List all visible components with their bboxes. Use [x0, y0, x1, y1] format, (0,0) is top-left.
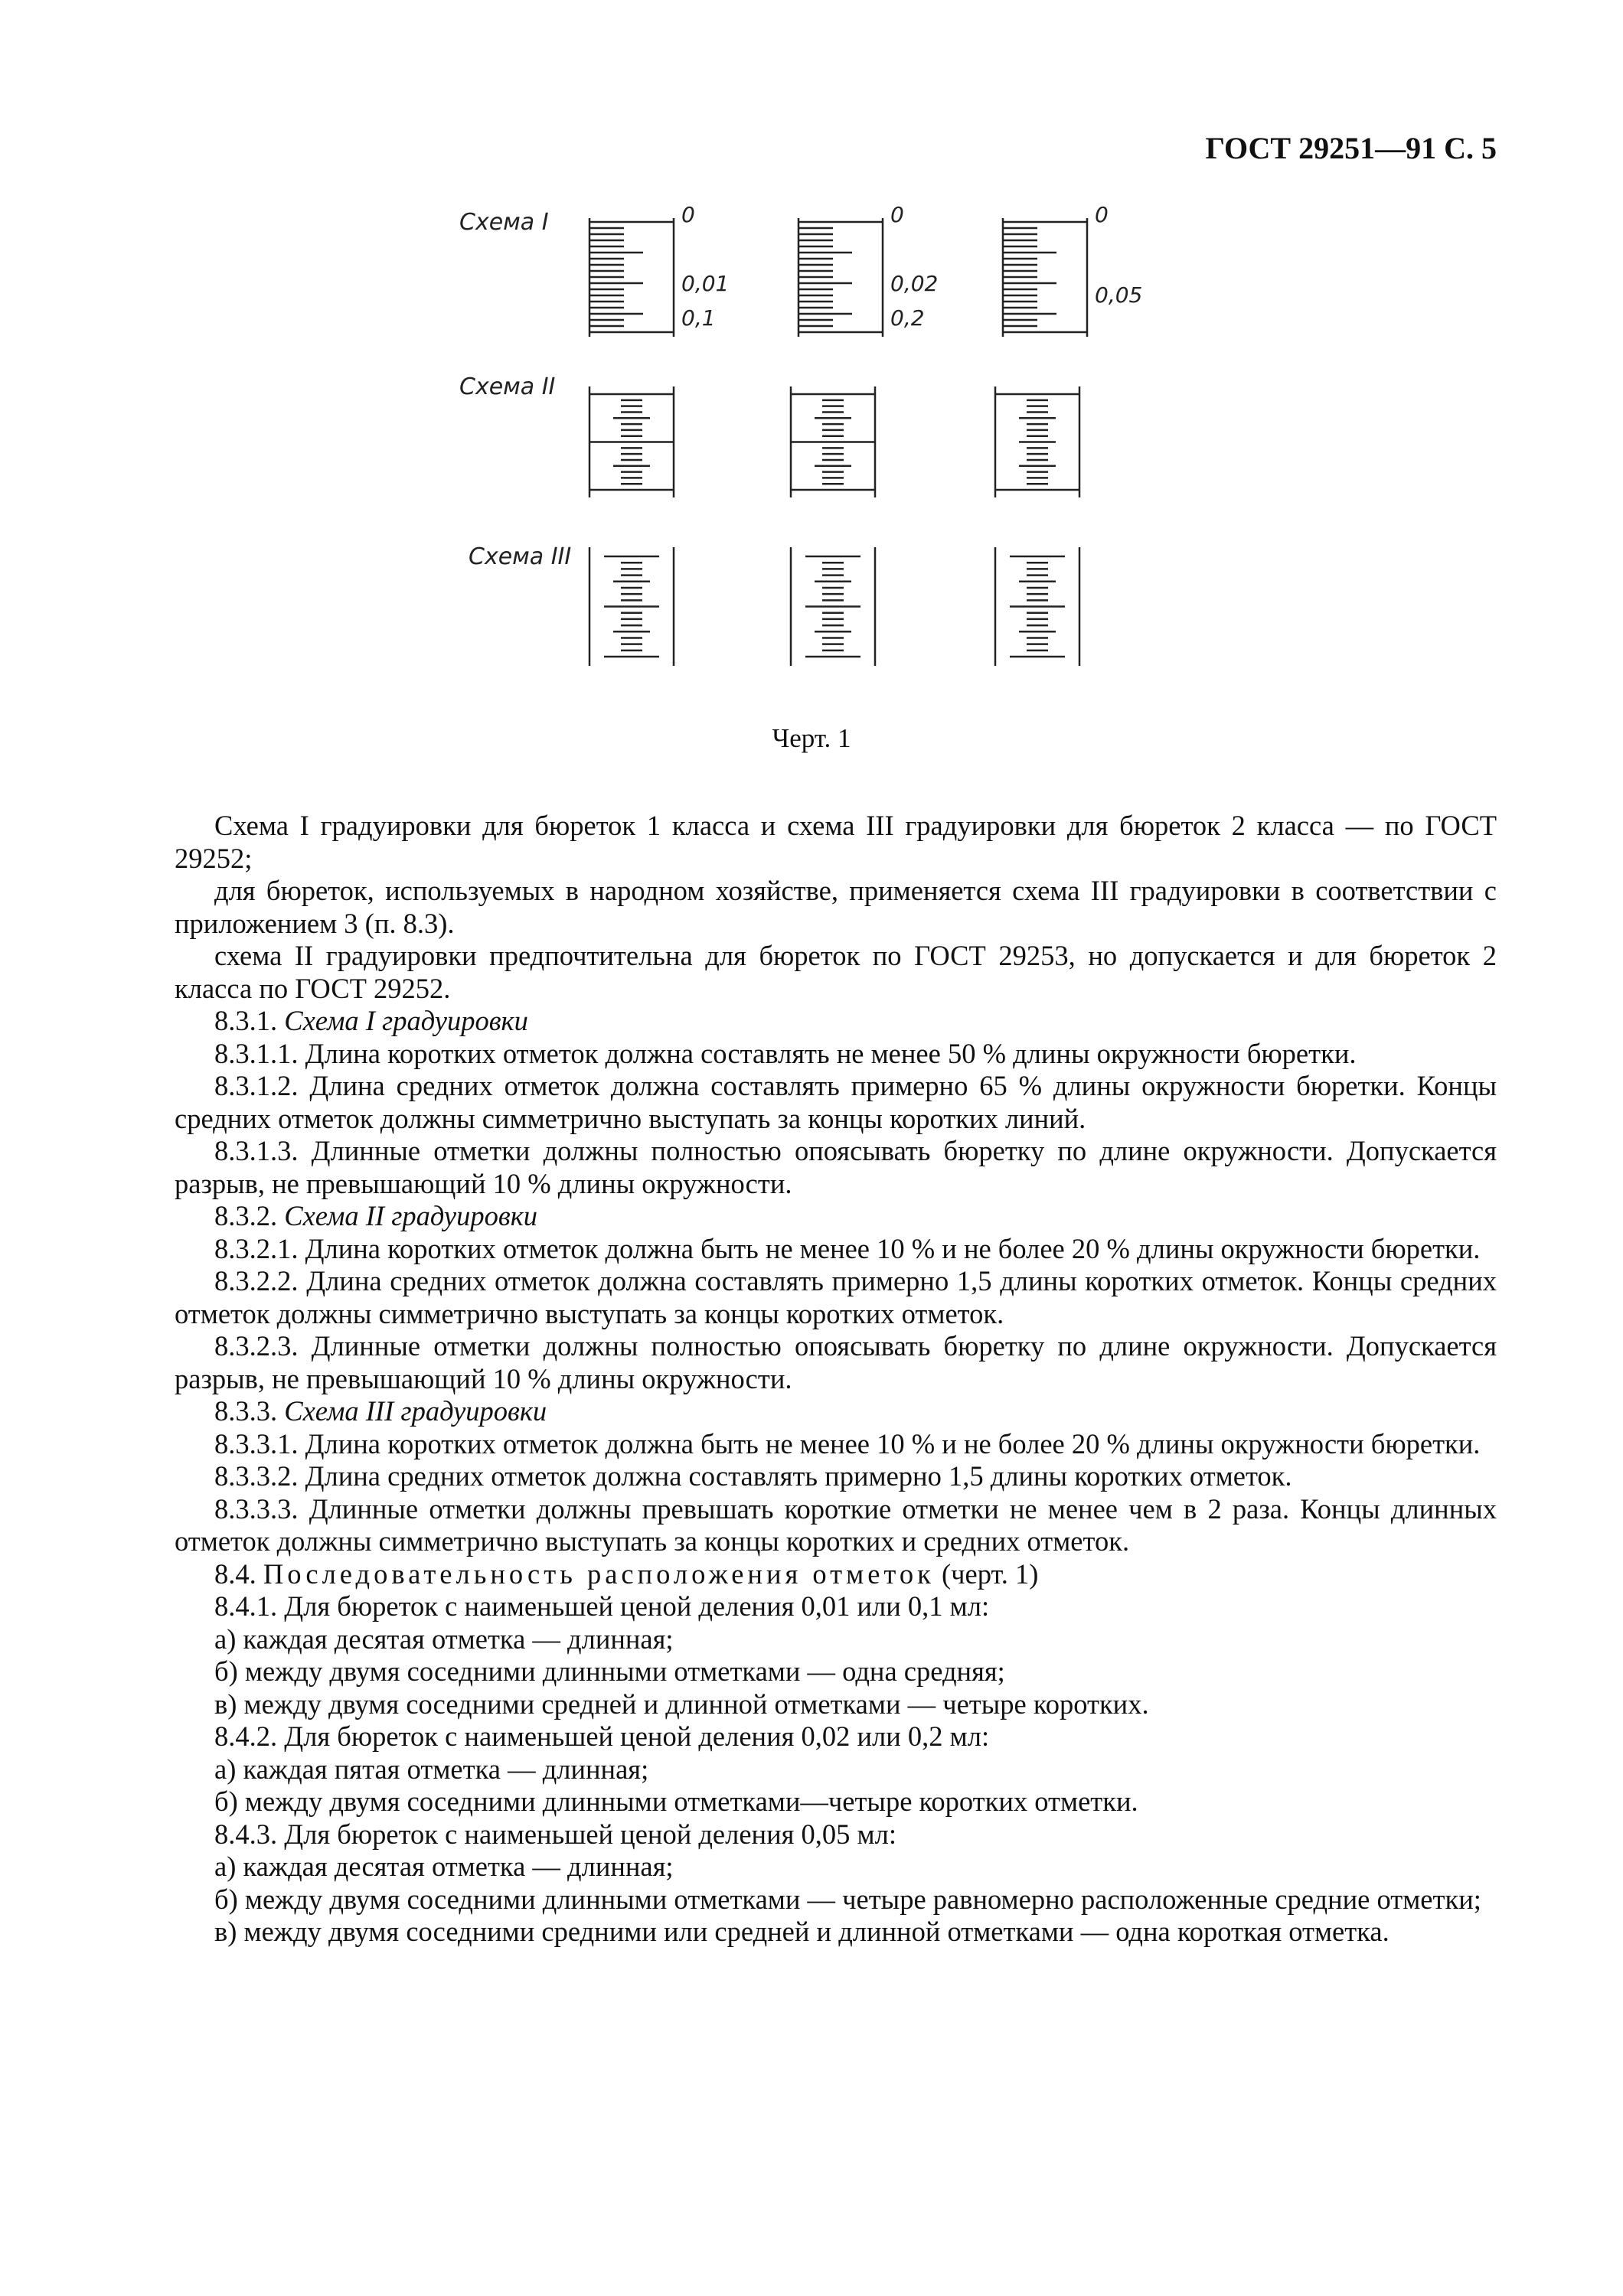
body-text [175, 810, 1497, 1949]
paragraph-23-part-0: 8.4.3. Для бюреток с наименьшей ценой деления 0,05 мл: [214, 1818, 896, 1850]
scheme-1-tube-0-label-2: 0,1 [681, 305, 716, 331]
paragraph-19 [175, 1688, 1497, 1721]
paragraph-18-part-0: б) между двумя соседними длинными отметками — одна средняя; [214, 1655, 1005, 1687]
paragraph-1-part-0: для бюреток, используемых в народном хозяйстве, применяется схема III градуировки в соответствии с приложением 3 (п. 8.3). [175, 875, 1497, 939]
graduation-schemes-figure [429, 191, 1194, 696]
paragraph-1 [175, 875, 1497, 940]
paragraph-10-part-0: 8.3.2.3. Длинные отметки должны полностью опоясывать бюретку по длине окружности. Допускается разрыв, не превышающий 10 % длины окружности. [175, 1330, 1497, 1394]
paragraph-15 [175, 1558, 1497, 1591]
scheme-1-tube-1-label-1: 0,02 [890, 271, 939, 296]
scheme-1-tube-2-label-0: 0 [1095, 202, 1109, 227]
paragraph-15-part-1: Последовательность расположения отметок [263, 1557, 935, 1590]
paragraph-15-part-2: (черт. 1) [934, 1557, 1039, 1590]
paragraph-17-part-0: а) каждая десятая отметка — длинная; [214, 1623, 674, 1655]
paragraph-10 [175, 1330, 1497, 1395]
paragraph-7-part-1: Схема II градуировки [284, 1200, 538, 1231]
paragraph-8-part-0: 8.3.2.1. Длина коротких отметок должна быть не менее 10 % и не более 20 % длины окружности бюретки. [214, 1232, 1481, 1264]
paragraph-13-part-0: 8.3.3.2. Длина средних отметок должна составлять примерно 1,5 длины коротких отметок. [214, 1460, 1292, 1492]
paragraph-11-part-0: 8.3.3. [214, 1395, 285, 1427]
scheme-1-tube-0-label-1: 0,01 [681, 271, 730, 296]
paragraph-26 [175, 1916, 1497, 1949]
paragraph-4 [175, 1038, 1497, 1071]
paragraph-2 [175, 940, 1497, 1005]
paragraph-13 [175, 1460, 1497, 1493]
figure-caption: Черт. 1 [772, 723, 851, 753]
paragraph-19-part-0: в) между двумя соседними средней и длинной отметками — четыре коротких. [214, 1688, 1149, 1720]
paragraph-2-part-0: схема II градуировки предпочтительна для бюреток по ГОСТ 29253, но допускается и для бюреток 2 класса по ГОСТ 29252. [175, 940, 1497, 1004]
paragraph-24-part-0: а) каждая десятая отметка — длинная; [214, 1851, 674, 1882]
paragraph-17 [175, 1623, 1497, 1656]
paragraph-22-part-0: б) между двумя соседними длинными отметками—четыре коротких отметки. [214, 1786, 1138, 1817]
paragraph-11 [175, 1395, 1497, 1428]
paragraph-5 [175, 1070, 1497, 1135]
paragraph-22 [175, 1786, 1497, 1818]
paragraph-24 [175, 1851, 1497, 1883]
paragraph-6 [175, 1135, 1497, 1200]
scheme-1-tube-1-label-0: 0 [890, 202, 904, 227]
paragraph-9 [175, 1265, 1497, 1330]
paragraph-23 [175, 1818, 1497, 1851]
paragraph-14 [175, 1493, 1497, 1558]
paragraph-3-part-1: Схема I градуировки [284, 1005, 528, 1036]
paragraph-3 [175, 1005, 1497, 1038]
scheme-2-label: Схема II [459, 373, 556, 400]
paragraph-4-part-0: 8.3.1.1. Длина коротких отметок должна составлять не менее 50 % длины окружности бюретки. [214, 1037, 1357, 1069]
paragraph-12 [175, 1428, 1497, 1461]
graduation-schemes-drawing [429, 191, 1194, 696]
paragraph-16-part-0: 8.4.1. Для бюреток с наименьшей ценой деления 0,01 или 0,1 мл: [214, 1590, 990, 1622]
paragraph-14-part-0: 8.3.3.3. Длинные отметки должны превышать короткие отметки не менее чем в 2 раза. Концы длинных отметок должны симметрично выступать за концы коротких и средних отметок. [175, 1492, 1497, 1557]
paragraph-7-part-0: 8.3.2. [214, 1200, 285, 1231]
scheme-1-tube-0-label-0: 0 [681, 202, 695, 227]
paragraph-3-part-0: 8.3.1. [214, 1005, 285, 1036]
document-header: ГОСТ 29251—91 С. 5 [1205, 131, 1497, 165]
paragraph-5-part-0: 8.3.1.2. Длина средних отметок должна составлять примерно 65 % длины окружности бюретки. Концы средних отметок должны симметрично выступать за концы коротких линий. [175, 1070, 1497, 1134]
scheme-3-label: Схема III [469, 543, 572, 570]
paragraph-25-part-0: б) между двумя соседними длинными отметками — четыре равномерно расположенные средние отметки; [214, 1883, 1481, 1915]
paragraph-0-part-0: Схема I градуировки для бюреток 1 класса и схема III градуировки для бюреток 2 класса — по ГОСТ 29252; [175, 810, 1497, 874]
paragraph-12-part-0: 8.3.3.1. Длина коротких отметок должна быть не менее 10 % и не более 20 % длины окружности бюретки. [214, 1427, 1481, 1459]
paragraph-20-part-0: 8.4.2. Для бюреток с наименьшей ценой деления 0,02 или 0,2 мл: [214, 1720, 990, 1752]
paragraph-25 [175, 1883, 1497, 1916]
paragraph-15-part-0: 8.4. [214, 1557, 263, 1590]
scheme-1-tube-1-label-2: 0,2 [890, 305, 925, 331]
paragraph-0 [175, 810, 1497, 875]
scheme-1-label: Схема I [459, 209, 549, 236]
paragraph-7 [175, 1200, 1497, 1233]
paragraph-16 [175, 1590, 1497, 1623]
paragraph-9-part-0: 8.3.2.2. Длина средних отметок должна составлять примерно 1,5 длины коротких отметок. Концы средних отметок должны симметрично выступать за концы коротких отметок. [175, 1265, 1497, 1329]
paragraph-26-part-0: в) между двумя соседними средними или средней и длинной отметками — одна короткая отметка. [214, 1916, 1390, 1947]
paragraph-21 [175, 1753, 1497, 1786]
paragraph-11-part-1: Схема III градуировки [284, 1395, 547, 1427]
paragraph-6-part-0: 8.3.1.3. Длинные отметки должны полностью опоясывать бюретку по длине окружности. Допускается разрыв, не превышающий 10 % длины окружности. [175, 1135, 1497, 1199]
paragraph-20 [175, 1720, 1497, 1753]
paragraph-18 [175, 1655, 1497, 1688]
paragraph-21-part-0: а) каждая пятая отметка — длинная; [214, 1753, 649, 1785]
scheme-1-tube-2-label-1: 0,05 [1095, 282, 1143, 308]
paragraph-8 [175, 1233, 1497, 1266]
